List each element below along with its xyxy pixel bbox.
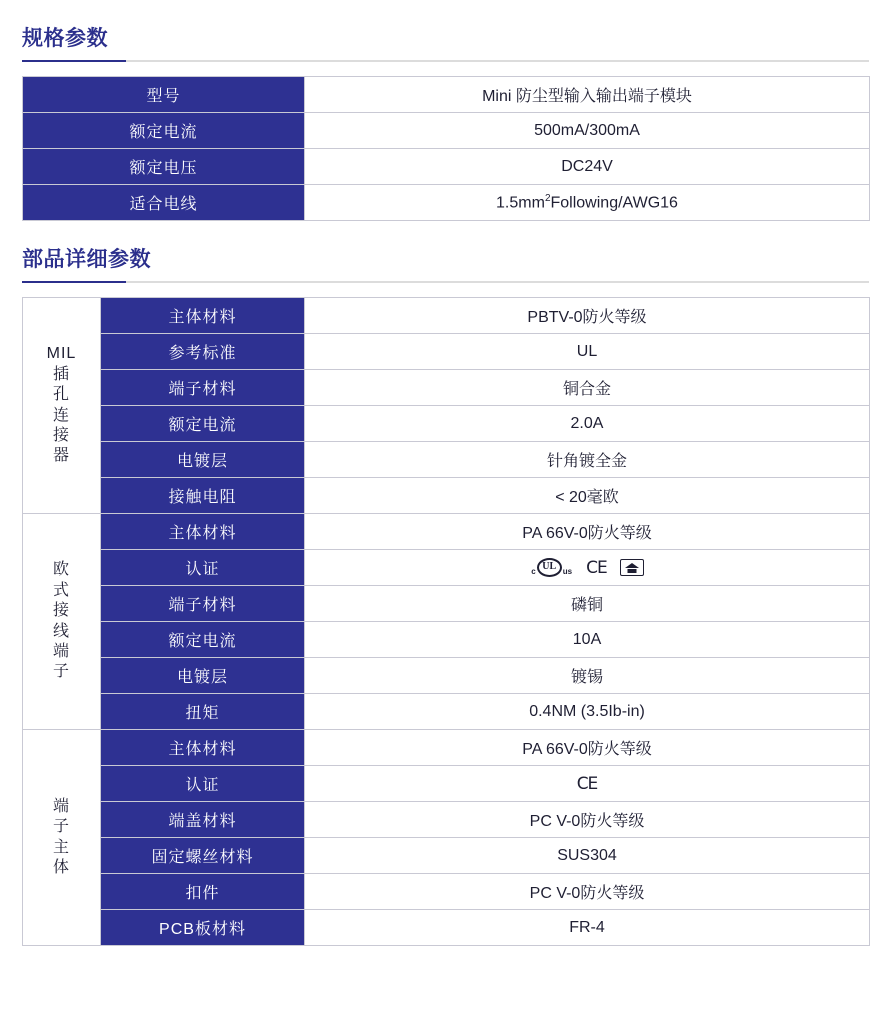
table-row <box>23 694 870 730</box>
row-value: 针角镀全金 <box>305 442 870 478</box>
row-label: 额定电压 <box>23 149 305 185</box>
row-value: PA 66V-0防火等级 <box>305 514 870 550</box>
row-label: 扣件 <box>101 874 305 910</box>
row-value: PC V-0防火等级 <box>305 874 870 910</box>
row-label: 额定电流 <box>101 622 305 658</box>
row-value: Mini 防尘型输入输出端子模块 <box>305 77 870 113</box>
certification-marks <box>309 550 865 585</box>
table-row <box>23 514 870 550</box>
row-value: 0.4NM (3.5Ib-in) <box>305 694 870 730</box>
group-label-mil-top: MIL <box>46 345 77 363</box>
group-label-euro-terminal <box>23 514 101 730</box>
row-label: 端子材料 <box>101 586 305 622</box>
row-value-certifications <box>305 766 870 802</box>
section-title-specs: 规格参数 <box>22 27 108 50</box>
table-row <box>23 550 870 586</box>
wire-size-superscript: 2 <box>544 192 551 204</box>
specs-table <box>22 76 870 221</box>
row-label: 主体材料 <box>101 730 305 766</box>
row-value-wire <box>305 185 870 221</box>
table-row <box>23 658 870 694</box>
row-label: 扭矩 <box>101 694 305 730</box>
row-value: DC24V <box>305 149 870 185</box>
row-label: 参考标准 <box>101 334 305 370</box>
row-label: 固定螺丝材料 <box>101 838 305 874</box>
table-row <box>23 910 870 946</box>
table-row <box>23 77 870 113</box>
table-row <box>23 586 870 622</box>
row-value: PA 66V-0防火等级 <box>305 730 870 766</box>
row-label: 认证 <box>101 550 305 586</box>
table-row <box>23 874 870 910</box>
row-value: 镀锡 <box>305 658 870 694</box>
row-value: FR-4 <box>305 910 870 946</box>
group-label-mil <box>23 298 101 514</box>
row-label: 型号 <box>23 77 305 113</box>
row-value: PC V-0防火等级 <box>305 802 870 838</box>
house-mark-icon <box>620 559 644 576</box>
table-row <box>23 622 870 658</box>
section-divider-accent <box>22 281 126 283</box>
section-title-details: 部品详细参数 <box>22 248 151 271</box>
row-label: 适合电线 <box>23 185 305 221</box>
section-divider-details <box>22 281 869 283</box>
table-row <box>23 406 870 442</box>
wire-size-prefix: 1.5mm <box>496 194 545 212</box>
row-value: UL <box>305 334 870 370</box>
row-label: 端盖材料 <box>101 802 305 838</box>
table-row <box>23 149 870 185</box>
group-label-terminal-body <box>23 730 101 946</box>
group-label-text: 欧式接线端子 <box>52 561 70 681</box>
section-divider-specs <box>22 60 869 62</box>
table-row <box>23 185 870 221</box>
row-label: 额定电流 <box>23 113 305 149</box>
row-value: 2.0A <box>305 406 870 442</box>
table-row <box>23 298 870 334</box>
row-label: 电镀层 <box>101 658 305 694</box>
row-value: < 20毫欧 <box>305 478 870 514</box>
row-value: 10A <box>305 622 870 658</box>
table-row <box>23 334 870 370</box>
details-table <box>22 297 870 946</box>
wire-size-suffix: Following/AWG16 <box>550 194 678 212</box>
row-label: PCB板材料 <box>101 910 305 946</box>
row-value: 铜合金 <box>305 370 870 406</box>
ce-mark-icon: CE <box>586 557 607 578</box>
row-label: 接触电阻 <box>101 478 305 514</box>
table-row <box>23 766 870 802</box>
row-label: 端子材料 <box>101 370 305 406</box>
row-label: 主体材料 <box>101 298 305 334</box>
ce-mark-icon: CE <box>576 773 598 794</box>
group-label-mil-rest: 插孔连接器 <box>52 365 70 465</box>
row-value: SUS304 <box>305 838 870 874</box>
ul-mark-icon: c UL us <box>530 558 573 577</box>
table-row <box>23 442 870 478</box>
section-divider-accent <box>22 60 126 62</box>
row-value-certifications <box>305 550 870 586</box>
table-row <box>23 478 870 514</box>
row-label: 额定电流 <box>101 406 305 442</box>
table-row <box>23 802 870 838</box>
row-value: PBTV-0防火等级 <box>305 298 870 334</box>
table-row <box>23 113 870 149</box>
table-row <box>23 370 870 406</box>
row-label: 主体材料 <box>101 514 305 550</box>
group-label-text: 端子主体 <box>52 797 70 876</box>
certification-marks <box>309 766 865 801</box>
row-value: 500mA/300mA <box>305 113 870 149</box>
row-label: 认证 <box>101 766 305 802</box>
row-value: 磷铜 <box>305 586 870 622</box>
table-row <box>23 730 870 766</box>
row-label: 电镀层 <box>101 442 305 478</box>
table-row <box>23 838 870 874</box>
